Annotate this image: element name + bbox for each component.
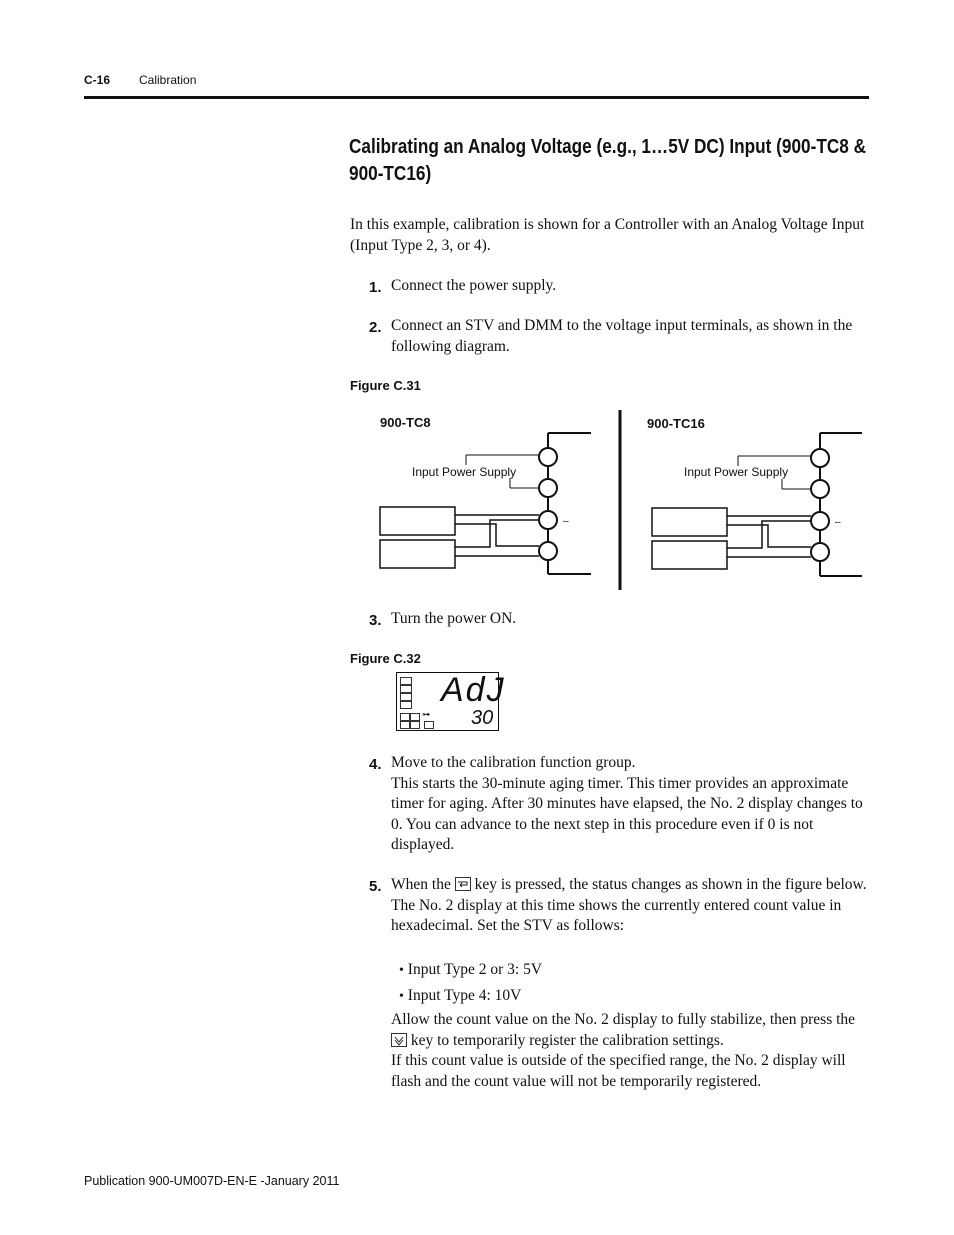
model-label: 900-TC8 xyxy=(380,415,431,430)
down-key-icon xyxy=(391,1033,407,1047)
step-text: Turn the power ON. xyxy=(391,610,517,627)
wiring-diagram-tc16 xyxy=(647,416,862,576)
step-text xyxy=(391,875,869,937)
step-number: 3. xyxy=(369,612,382,629)
step-number: 5. xyxy=(369,878,382,895)
step-text-before: When the xyxy=(391,876,451,893)
step-detail: The No. 2 display at this time shows the currently entered count value in hexadecimal. Set the STV as follows: xyxy=(391,896,842,934)
bullet-text: Input Type 2 or 3: 5V xyxy=(407,961,543,978)
display-no2: 30 xyxy=(471,707,494,729)
key-icon: ⊶ xyxy=(422,710,430,719)
wiring-diagram xyxy=(370,405,870,595)
step-number: 2. xyxy=(369,319,382,336)
controller-display xyxy=(396,671,506,731)
step-detail: This starts the 30-minute aging timer. This timer provides an approximate timer for aging. After 30 minutes have elapsed, the No. 2 display changes to 0. You can advance to the next step in this procedure even if 0 is not displayed. xyxy=(391,774,863,853)
minus-sign: – xyxy=(835,517,841,528)
paragraph-after: key to temporarily register the calibration settings. xyxy=(410,1031,724,1049)
figure-label: Figure C.31 xyxy=(350,378,421,393)
stv-box xyxy=(652,508,727,536)
stv-box xyxy=(380,507,455,535)
supply-label: Input Power Supply xyxy=(684,465,789,479)
section-name: Calibration xyxy=(139,73,197,87)
bullet-list xyxy=(399,960,542,1007)
supply-label: Input Power Supply xyxy=(412,465,517,479)
publication-footer: Publication 900-UM007D-EN-E -January 2011 xyxy=(84,1174,340,1188)
paragraph-note: If this count value is outside of the specified range, the No. 2 display will flash and the count value will not be temporarily registered. xyxy=(391,1052,846,1090)
closing-paragraph xyxy=(391,1010,869,1092)
list-item: • Input Type 4: 10V xyxy=(399,986,522,1004)
intro-paragraph: In this example, calibration is shown for a Controller with an Analog Voltage Input (Input Type 2, 3, or 4). xyxy=(350,216,865,254)
list-item: • Input Type 2 or 3: 5V xyxy=(399,961,543,978)
dmm-box xyxy=(652,541,727,569)
step-text: Connect the power supply. xyxy=(391,277,557,294)
bullet-text: Input Type 4: 10V xyxy=(407,986,522,1004)
step-number: 4. xyxy=(369,756,382,773)
header-rule xyxy=(84,96,869,99)
dmm-box xyxy=(380,540,455,568)
page-number: C-16 xyxy=(84,73,111,87)
step-text: Connect an STV and DMM to the voltage input terminals, as shown in the following diagram. xyxy=(391,317,853,355)
mode-key-icon xyxy=(455,877,471,891)
wiring-diagram-tc8 xyxy=(380,415,591,574)
step-number: 1. xyxy=(369,279,382,296)
page-title: Calibrating an Analog Voltage (e.g., 1…5V DC) Input (900-TC8 & 900-TC16) xyxy=(349,136,867,185)
step-text xyxy=(391,753,869,856)
model-label: 900-TC16 xyxy=(647,416,705,431)
minus-sign: – xyxy=(563,516,569,527)
paragraph-before: Allow the count value on the No. 2 display to fully stabilize, then press the xyxy=(391,1011,856,1028)
step-line: Move to the calibration function group. xyxy=(391,754,636,771)
display-no1: AdJ xyxy=(441,671,506,709)
step-text-after: key is pressed, the status changes as shown in the figure below. xyxy=(474,876,867,893)
figure-label: Figure C.32 xyxy=(350,651,421,666)
